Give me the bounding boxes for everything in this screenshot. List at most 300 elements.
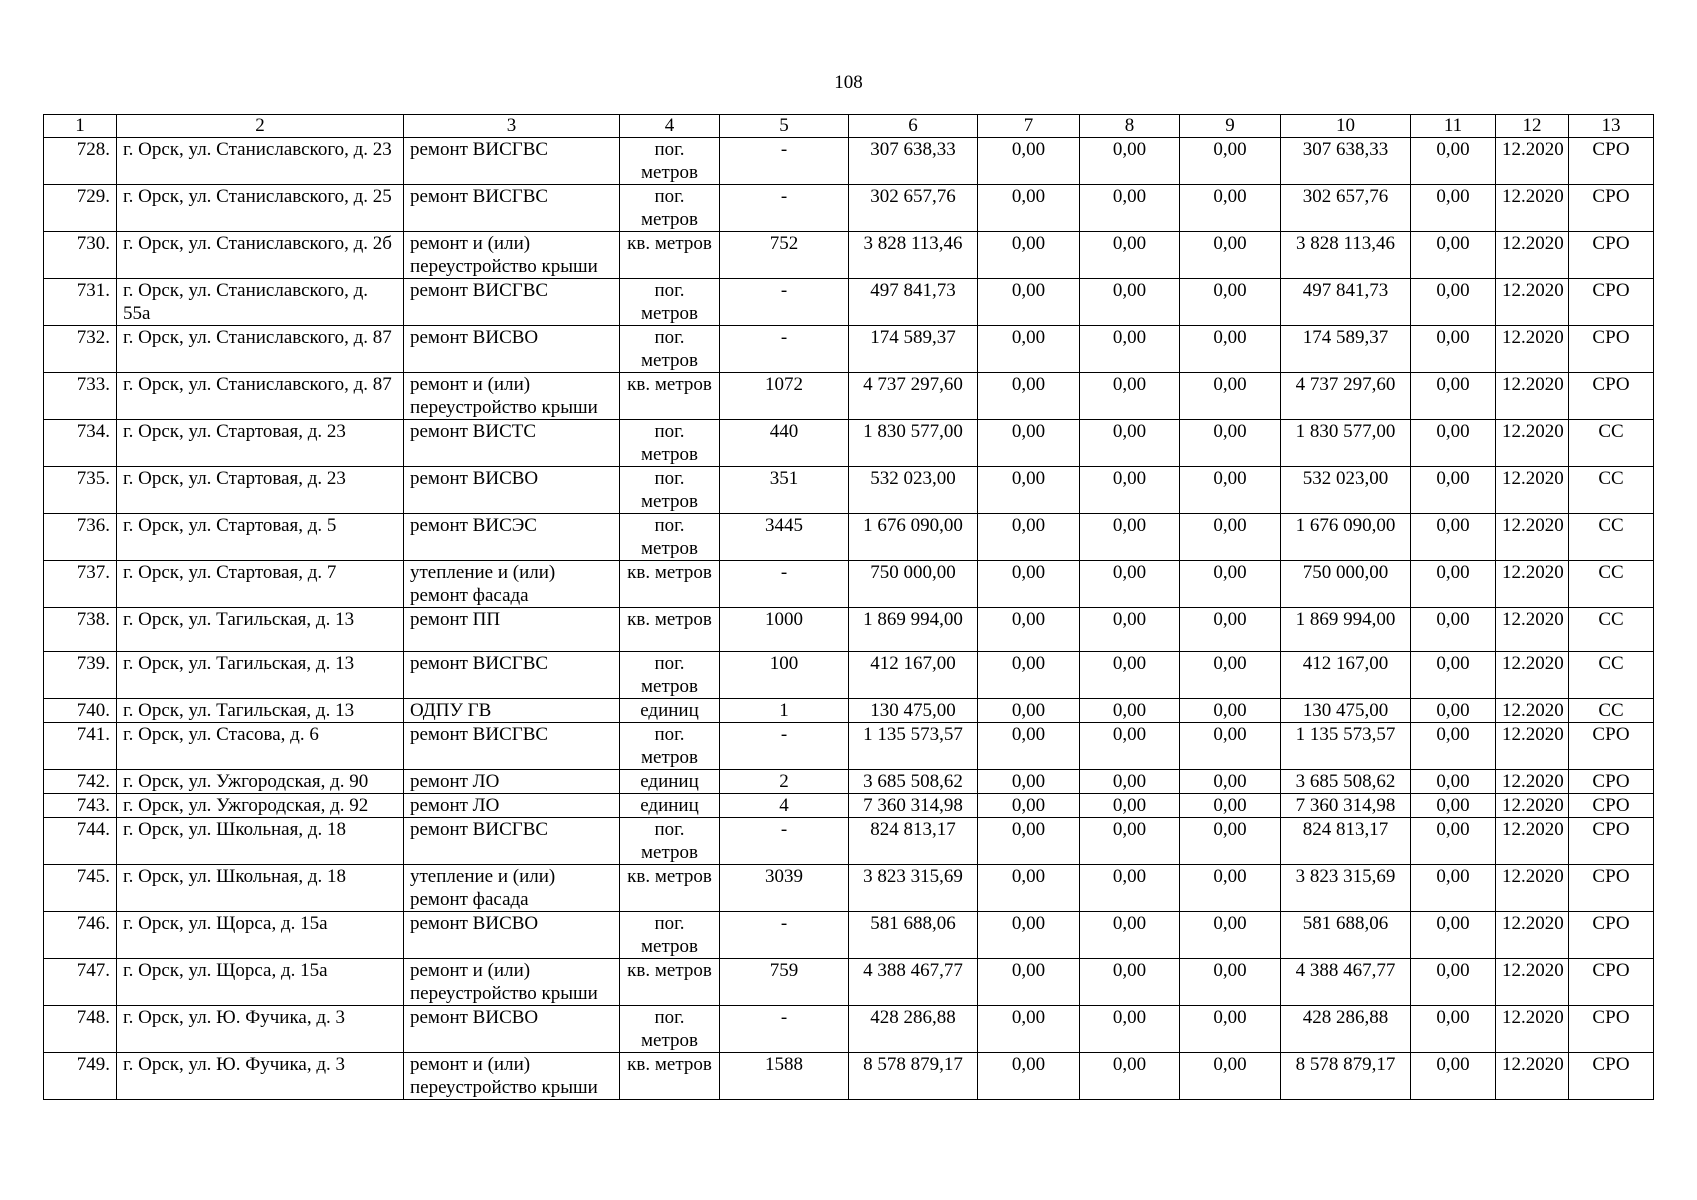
fund-local-cell: 0,00 — [1180, 794, 1281, 818]
column-header: 11 — [1411, 115, 1496, 138]
completion-date-cell: 12.2020 — [1496, 865, 1569, 912]
quantity-cell: - — [720, 279, 849, 326]
fund-regional-cell: 0,00 — [1080, 232, 1180, 279]
column-header: 9 — [1180, 115, 1281, 138]
fund-federal-cell: 0,00 — [978, 138, 1080, 185]
fund-owners-cell: 750 000,00 — [1281, 561, 1411, 608]
row-number-cell: 735. — [44, 467, 117, 514]
address-cell: г. Орск, ул. Стартовая, д. 23 — [117, 467, 404, 514]
row-number-cell: 739. — [44, 652, 117, 699]
fund-regional-cell: 0,00 — [1080, 818, 1180, 865]
address-cell: г. Орск, ул. Тагильская, д. 13 — [117, 699, 404, 723]
fund-federal-cell: 0,00 — [978, 373, 1080, 420]
quantity-cell: 3039 — [720, 865, 849, 912]
column-header: 1 — [44, 115, 117, 138]
work-type-cell: ремонт ВИСТС — [404, 420, 620, 467]
table-row — [44, 770, 1654, 794]
address-cell: г. Орск, ул. Тагильская, д. 13 — [117, 652, 404, 699]
work-type-cell: ремонт ВИСВО — [404, 1006, 620, 1053]
address-cell: г. Орск, ул. Школьная, д. 18 — [117, 865, 404, 912]
quantity-cell: 2 — [720, 770, 849, 794]
fund-regional-cell: 0,00 — [1080, 770, 1180, 794]
column-header: 2 — [117, 115, 404, 138]
quantity-cell: - — [720, 1006, 849, 1053]
fund-federal-cell: 0,00 — [978, 514, 1080, 561]
unit-cell: пог. метров — [620, 514, 720, 561]
total-cost-cell: 497 841,73 — [849, 279, 978, 326]
total-cost-cell: 302 657,76 — [849, 185, 978, 232]
table-row — [44, 279, 1654, 326]
unit-cell: единиц — [620, 699, 720, 723]
address-cell: г. Орск, ул. Станиславского, д. 87 — [117, 373, 404, 420]
unit-cell: кв. метров — [620, 1053, 720, 1100]
fund-method-cell: СРО — [1569, 326, 1654, 373]
quantity-cell: - — [720, 912, 849, 959]
fund-owners-cell: 1 830 577,00 — [1281, 420, 1411, 467]
address-cell: г. Орск, ул. Станиславского, д. 55а — [117, 279, 404, 326]
column-header: 5 — [720, 115, 849, 138]
fund-federal-cell: 0,00 — [978, 561, 1080, 608]
fund-method-cell: СРО — [1569, 723, 1654, 770]
fund-method-cell: СС — [1569, 420, 1654, 467]
address-cell: г. Орск, ул. Ю. Фучика, д. 3 — [117, 1006, 404, 1053]
row-number-cell: 737. — [44, 561, 117, 608]
quantity-cell: 752 — [720, 232, 849, 279]
total-cost-cell: 824 813,17 — [849, 818, 978, 865]
fund-owners-cell: 307 638,33 — [1281, 138, 1411, 185]
address-cell: г. Орск, ул. Тагильская, д. 13 — [117, 608, 404, 652]
total-cost-cell: 412 167,00 — [849, 652, 978, 699]
fund-other-cell: 0,00 — [1411, 514, 1496, 561]
unit-cell: пог. метров — [620, 185, 720, 232]
fund-local-cell: 0,00 — [1180, 514, 1281, 561]
column-header: 7 — [978, 115, 1080, 138]
total-cost-cell: 750 000,00 — [849, 561, 978, 608]
fund-other-cell: 0,00 — [1411, 420, 1496, 467]
address-cell: г. Орск, ул. Станиславского, д. 87 — [117, 326, 404, 373]
row-number-cell: 728. — [44, 138, 117, 185]
fund-regional-cell: 0,00 — [1080, 279, 1180, 326]
total-cost-cell: 8 578 879,17 — [849, 1053, 978, 1100]
row-number-cell: 730. — [44, 232, 117, 279]
row-number-cell: 732. — [44, 326, 117, 373]
fund-owners-cell: 302 657,76 — [1281, 185, 1411, 232]
table-row — [44, 373, 1654, 420]
fund-owners-cell: 3 823 315,69 — [1281, 865, 1411, 912]
address-cell: г. Орск, ул. Стартовая, д. 5 — [117, 514, 404, 561]
unit-cell: пог. метров — [620, 912, 720, 959]
fund-local-cell: 0,00 — [1180, 608, 1281, 652]
total-cost-cell: 3 823 315,69 — [849, 865, 978, 912]
fund-regional-cell: 0,00 — [1080, 138, 1180, 185]
unit-cell: пог. метров — [620, 420, 720, 467]
quantity-cell: 1588 — [720, 1053, 849, 1100]
fund-owners-cell: 174 589,37 — [1281, 326, 1411, 373]
fund-federal-cell: 0,00 — [978, 232, 1080, 279]
table-row — [44, 699, 1654, 723]
fund-regional-cell: 0,00 — [1080, 652, 1180, 699]
unit-cell: кв. метров — [620, 373, 720, 420]
fund-regional-cell: 0,00 — [1080, 1006, 1180, 1053]
fund-method-cell: СС — [1569, 514, 1654, 561]
fund-regional-cell: 0,00 — [1080, 959, 1180, 1006]
unit-cell: пог. метров — [620, 326, 720, 373]
completion-date-cell: 12.2020 — [1496, 185, 1569, 232]
fund-federal-cell: 0,00 — [978, 185, 1080, 232]
work-type-cell: ремонт ВИСВО — [404, 467, 620, 514]
work-type-cell: ремонт ЛО — [404, 794, 620, 818]
quantity-cell: 1072 — [720, 373, 849, 420]
fund-other-cell: 0,00 — [1411, 912, 1496, 959]
unit-cell: пог. метров — [620, 723, 720, 770]
fund-regional-cell: 0,00 — [1080, 373, 1180, 420]
column-header: 12 — [1496, 115, 1569, 138]
fund-method-cell: СС — [1569, 652, 1654, 699]
total-cost-cell: 3 685 508,62 — [849, 770, 978, 794]
fund-federal-cell: 0,00 — [978, 1053, 1080, 1100]
fund-federal-cell: 0,00 — [978, 959, 1080, 1006]
column-header: 8 — [1080, 115, 1180, 138]
quantity-cell: 100 — [720, 652, 849, 699]
address-cell: г. Орск, ул. Ужгородская, д. 92 — [117, 794, 404, 818]
row-number-cell: 745. — [44, 865, 117, 912]
row-number-cell: 744. — [44, 818, 117, 865]
fund-owners-cell: 4 388 467,77 — [1281, 959, 1411, 1006]
total-cost-cell: 1 676 090,00 — [849, 514, 978, 561]
row-number-cell: 747. — [44, 959, 117, 1006]
total-cost-cell: 4 388 467,77 — [849, 959, 978, 1006]
fund-method-cell: СРО — [1569, 185, 1654, 232]
fund-owners-cell: 581 688,06 — [1281, 912, 1411, 959]
fund-federal-cell: 0,00 — [978, 1006, 1080, 1053]
work-type-cell: ремонт и (или) переустройство крыши — [404, 373, 620, 420]
completion-date-cell: 12.2020 — [1496, 279, 1569, 326]
row-number-cell: 742. — [44, 770, 117, 794]
fund-owners-cell: 1 676 090,00 — [1281, 514, 1411, 561]
fund-method-cell: СРО — [1569, 770, 1654, 794]
unit-cell: пог. метров — [620, 279, 720, 326]
unit-cell: кв. метров — [620, 608, 720, 652]
fund-federal-cell: 0,00 — [978, 608, 1080, 652]
quantity-cell: 759 — [720, 959, 849, 1006]
fund-federal-cell: 0,00 — [978, 818, 1080, 865]
fund-local-cell: 0,00 — [1180, 818, 1281, 865]
work-type-cell: ремонт ВИСЭС — [404, 514, 620, 561]
address-cell: г. Орск, ул. Ужгородская, д. 90 — [117, 770, 404, 794]
work-type-cell: утепление и (или) ремонт фасада — [404, 561, 620, 608]
fund-local-cell: 0,00 — [1180, 420, 1281, 467]
work-type-cell: ремонт ПП — [404, 608, 620, 652]
fund-regional-cell: 0,00 — [1080, 699, 1180, 723]
table-row — [44, 723, 1654, 770]
fund-local-cell: 0,00 — [1180, 959, 1281, 1006]
fund-other-cell: 0,00 — [1411, 467, 1496, 514]
address-cell: г. Орск, ул. Ю. Фучика, д. 3 — [117, 1053, 404, 1100]
row-number-cell: 749. — [44, 1053, 117, 1100]
total-cost-cell: 3 828 113,46 — [849, 232, 978, 279]
fund-regional-cell: 0,00 — [1080, 326, 1180, 373]
quantity-cell: - — [720, 723, 849, 770]
total-cost-cell: 130 475,00 — [849, 699, 978, 723]
fund-federal-cell: 0,00 — [978, 865, 1080, 912]
fund-method-cell: СРО — [1569, 818, 1654, 865]
fund-other-cell: 0,00 — [1411, 326, 1496, 373]
quantity-cell: 1 — [720, 699, 849, 723]
fund-regional-cell: 0,00 — [1080, 608, 1180, 652]
fund-local-cell: 0,00 — [1180, 138, 1281, 185]
table-row — [44, 794, 1654, 818]
total-cost-cell: 4 737 297,60 — [849, 373, 978, 420]
total-cost-cell: 1 830 577,00 — [849, 420, 978, 467]
table-row — [44, 1053, 1654, 1100]
fund-federal-cell: 0,00 — [978, 279, 1080, 326]
column-header: 6 — [849, 115, 978, 138]
table-row — [44, 420, 1654, 467]
fund-method-cell: СС — [1569, 561, 1654, 608]
work-type-cell: ремонт и (или) переустройство крыши — [404, 1053, 620, 1100]
fund-other-cell: 0,00 — [1411, 1006, 1496, 1053]
column-header: 10 — [1281, 115, 1411, 138]
fund-other-cell: 0,00 — [1411, 865, 1496, 912]
completion-date-cell: 12.2020 — [1496, 561, 1569, 608]
fund-owners-cell: 8 578 879,17 — [1281, 1053, 1411, 1100]
column-header: 4 — [620, 115, 720, 138]
fund-other-cell: 0,00 — [1411, 279, 1496, 326]
fund-owners-cell: 1 135 573,57 — [1281, 723, 1411, 770]
fund-owners-cell: 130 475,00 — [1281, 699, 1411, 723]
fund-other-cell: 0,00 — [1411, 373, 1496, 420]
fund-local-cell: 0,00 — [1180, 770, 1281, 794]
fund-local-cell: 0,00 — [1180, 279, 1281, 326]
fund-other-cell: 0,00 — [1411, 1053, 1496, 1100]
completion-date-cell: 12.2020 — [1496, 1006, 1569, 1053]
fund-regional-cell: 0,00 — [1080, 514, 1180, 561]
row-number-cell: 738. — [44, 608, 117, 652]
work-type-cell: ремонт ВИСГВС — [404, 185, 620, 232]
fund-local-cell: 0,00 — [1180, 232, 1281, 279]
quantity-cell: 3445 — [720, 514, 849, 561]
table-row — [44, 561, 1654, 608]
row-number-cell: 748. — [44, 1006, 117, 1053]
unit-cell: пог. метров — [620, 1006, 720, 1053]
quantity-cell: 440 — [720, 420, 849, 467]
fund-federal-cell: 0,00 — [978, 912, 1080, 959]
row-number-cell: 743. — [44, 794, 117, 818]
fund-owners-cell: 428 286,88 — [1281, 1006, 1411, 1053]
unit-cell: кв. метров — [620, 561, 720, 608]
fund-other-cell: 0,00 — [1411, 652, 1496, 699]
fund-federal-cell: 0,00 — [978, 420, 1080, 467]
fund-method-cell: СРО — [1569, 373, 1654, 420]
fund-owners-cell: 3 828 113,46 — [1281, 232, 1411, 279]
unit-cell: кв. метров — [620, 959, 720, 1006]
completion-date-cell: 12.2020 — [1496, 794, 1569, 818]
fund-method-cell: СРО — [1569, 138, 1654, 185]
quantity-cell: - — [720, 818, 849, 865]
completion-date-cell: 12.2020 — [1496, 1053, 1569, 1100]
address-cell: г. Орск, ул. Стасова, д. 6 — [117, 723, 404, 770]
completion-date-cell: 12.2020 — [1496, 138, 1569, 185]
fund-local-cell: 0,00 — [1180, 1053, 1281, 1100]
fund-other-cell: 0,00 — [1411, 959, 1496, 1006]
unit-cell: пог. метров — [620, 818, 720, 865]
quantity-cell: - — [720, 185, 849, 232]
fund-local-cell: 0,00 — [1180, 326, 1281, 373]
table-row — [44, 818, 1654, 865]
fund-local-cell: 0,00 — [1180, 185, 1281, 232]
fund-method-cell: СРО — [1569, 865, 1654, 912]
work-type-cell: ремонт ВИСГВС — [404, 138, 620, 185]
completion-date-cell: 12.2020 — [1496, 608, 1569, 652]
fund-local-cell: 0,00 — [1180, 652, 1281, 699]
table-row — [44, 514, 1654, 561]
table-row — [44, 912, 1654, 959]
work-type-cell: ремонт ВИСГВС — [404, 279, 620, 326]
fund-owners-cell: 1 869 994,00 — [1281, 608, 1411, 652]
fund-regional-cell: 0,00 — [1080, 467, 1180, 514]
fund-method-cell: СРО — [1569, 959, 1654, 1006]
fund-other-cell: 0,00 — [1411, 561, 1496, 608]
fund-other-cell: 0,00 — [1411, 770, 1496, 794]
row-number-cell: 746. — [44, 912, 117, 959]
unit-cell: единиц — [620, 794, 720, 818]
fund-regional-cell: 0,00 — [1080, 561, 1180, 608]
quantity-cell: - — [720, 561, 849, 608]
table-row — [44, 138, 1654, 185]
row-number-cell: 740. — [44, 699, 117, 723]
completion-date-cell: 12.2020 — [1496, 723, 1569, 770]
table-row — [44, 232, 1654, 279]
total-cost-cell: 307 638,33 — [849, 138, 978, 185]
address-cell: г. Орск, ул. Школьная, д. 18 — [117, 818, 404, 865]
fund-other-cell: 0,00 — [1411, 608, 1496, 652]
fund-other-cell: 0,00 — [1411, 818, 1496, 865]
total-cost-cell: 1 135 573,57 — [849, 723, 978, 770]
completion-date-cell: 12.2020 — [1496, 232, 1569, 279]
fund-method-cell: СРО — [1569, 912, 1654, 959]
fund-federal-cell: 0,00 — [978, 794, 1080, 818]
fund-regional-cell: 0,00 — [1080, 723, 1180, 770]
fund-owners-cell: 7 360 314,98 — [1281, 794, 1411, 818]
unit-cell: единиц — [620, 770, 720, 794]
address-cell: г. Орск, ул. Станиславского, д. 25 — [117, 185, 404, 232]
completion-date-cell: 12.2020 — [1496, 326, 1569, 373]
total-cost-cell: 174 589,37 — [849, 326, 978, 373]
row-number-cell: 729. — [44, 185, 117, 232]
fund-regional-cell: 0,00 — [1080, 1053, 1180, 1100]
fund-method-cell: СРО — [1569, 1006, 1654, 1053]
column-header: 13 — [1569, 115, 1654, 138]
fund-local-cell: 0,00 — [1180, 1006, 1281, 1053]
row-number-cell: 733. — [44, 373, 117, 420]
completion-date-cell: 12.2020 — [1496, 420, 1569, 467]
quantity-cell: - — [720, 138, 849, 185]
completion-date-cell: 12.2020 — [1496, 912, 1569, 959]
fund-federal-cell: 0,00 — [978, 467, 1080, 514]
table-row — [44, 326, 1654, 373]
fund-other-cell: 0,00 — [1411, 138, 1496, 185]
total-cost-cell: 428 286,88 — [849, 1006, 978, 1053]
total-cost-cell: 532 023,00 — [849, 467, 978, 514]
work-type-cell: ремонт ВИСГВС — [404, 652, 620, 699]
address-cell: г. Орск, ул. Станиславского, д. 23 — [117, 138, 404, 185]
completion-date-cell: 12.2020 — [1496, 770, 1569, 794]
total-cost-cell: 1 869 994,00 — [849, 608, 978, 652]
fund-regional-cell: 0,00 — [1080, 865, 1180, 912]
table-row — [44, 652, 1654, 699]
fund-method-cell: СС — [1569, 608, 1654, 652]
address-cell: г. Орск, ул. Щорса, д. 15а — [117, 912, 404, 959]
table-row — [44, 608, 1654, 652]
fund-regional-cell: 0,00 — [1080, 912, 1180, 959]
fund-other-cell: 0,00 — [1411, 232, 1496, 279]
fund-local-cell: 0,00 — [1180, 467, 1281, 514]
fund-owners-cell: 3 685 508,62 — [1281, 770, 1411, 794]
table-row — [44, 467, 1654, 514]
work-type-cell: ремонт и (или) переустройство крыши — [404, 959, 620, 1006]
address-cell: г. Орск, ул. Станиславского, д. 2б — [117, 232, 404, 279]
row-number-cell: 731. — [44, 279, 117, 326]
fund-federal-cell: 0,00 — [978, 326, 1080, 373]
completion-date-cell: 12.2020 — [1496, 373, 1569, 420]
total-cost-cell: 7 360 314,98 — [849, 794, 978, 818]
fund-other-cell: 0,00 — [1411, 794, 1496, 818]
page-number: 108 — [834, 72, 863, 93]
work-type-cell: ОДПУ ГВ — [404, 699, 620, 723]
fund-other-cell: 0,00 — [1411, 185, 1496, 232]
fund-method-cell: СРО — [1569, 232, 1654, 279]
repair-schedule-table — [43, 114, 1654, 1100]
fund-local-cell: 0,00 — [1180, 699, 1281, 723]
fund-local-cell: 0,00 — [1180, 865, 1281, 912]
fund-owners-cell: 412 167,00 — [1281, 652, 1411, 699]
work-type-cell: ремонт ВИСВО — [404, 912, 620, 959]
fund-local-cell: 0,00 — [1180, 373, 1281, 420]
table-row — [44, 1006, 1654, 1053]
unit-cell: пог. метров — [620, 138, 720, 185]
fund-local-cell: 0,00 — [1180, 561, 1281, 608]
table-row — [44, 959, 1654, 1006]
completion-date-cell: 12.2020 — [1496, 652, 1569, 699]
fund-federal-cell: 0,00 — [978, 652, 1080, 699]
address-cell: г. Орск, ул. Щорса, д. 15а — [117, 959, 404, 1006]
fund-other-cell: 0,00 — [1411, 699, 1496, 723]
table-row — [44, 185, 1654, 232]
unit-cell: пог. метров — [620, 652, 720, 699]
row-number-cell: 741. — [44, 723, 117, 770]
fund-method-cell: СРО — [1569, 1053, 1654, 1100]
fund-owners-cell: 4 737 297,60 — [1281, 373, 1411, 420]
fund-owners-cell: 824 813,17 — [1281, 818, 1411, 865]
quantity-cell: 351 — [720, 467, 849, 514]
quantity-cell: 4 — [720, 794, 849, 818]
total-cost-cell: 581 688,06 — [849, 912, 978, 959]
fund-federal-cell: 0,00 — [978, 699, 1080, 723]
fund-owners-cell: 497 841,73 — [1281, 279, 1411, 326]
fund-local-cell: 0,00 — [1180, 912, 1281, 959]
quantity-cell: 1000 — [720, 608, 849, 652]
fund-other-cell: 0,00 — [1411, 723, 1496, 770]
work-type-cell: ремонт ЛО — [404, 770, 620, 794]
fund-federal-cell: 0,00 — [978, 770, 1080, 794]
fund-owners-cell: 532 023,00 — [1281, 467, 1411, 514]
completion-date-cell: 12.2020 — [1496, 818, 1569, 865]
work-type-cell: ремонт ВИСГВС — [404, 818, 620, 865]
address-cell: г. Орск, ул. Стартовая, д. 7 — [117, 561, 404, 608]
row-number-cell: 734. — [44, 420, 117, 467]
column-header: 3 — [404, 115, 620, 138]
table-row — [44, 865, 1654, 912]
